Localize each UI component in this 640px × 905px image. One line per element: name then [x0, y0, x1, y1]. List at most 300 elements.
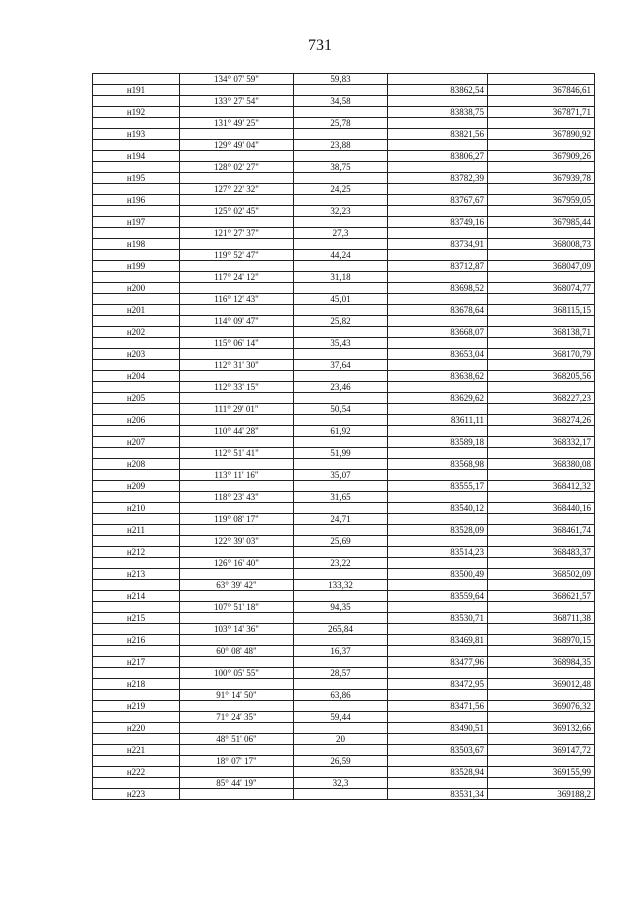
- coordinate-x: 83638,62: [388, 371, 488, 382]
- empty-cell: [388, 272, 488, 283]
- coordinate-y: 368440,16: [488, 503, 595, 514]
- point-name: н223: [93, 789, 180, 800]
- empty-cell: [388, 250, 488, 261]
- empty-cell: [93, 492, 180, 503]
- direction-angle: 125° 02' 45": [180, 206, 294, 217]
- segment-length: 23,88: [294, 140, 388, 151]
- point-row: [93, 525, 595, 536]
- segment-length: 59,44: [294, 712, 388, 723]
- direction-angle: 127° 22' 32": [180, 184, 294, 195]
- coordinates-table-body: [93, 74, 595, 800]
- empty-cell: [294, 547, 388, 558]
- segment-row: [93, 778, 595, 789]
- empty-cell: [180, 481, 294, 492]
- point-name: н205: [93, 393, 180, 404]
- segment-length: 34,58: [294, 96, 388, 107]
- empty-cell: [488, 690, 595, 701]
- point-name: н200: [93, 283, 180, 294]
- segment-length: 20: [294, 734, 388, 745]
- empty-cell: [180, 261, 294, 272]
- segment-length: 59,83: [294, 74, 388, 85]
- empty-cell: [388, 624, 488, 635]
- empty-cell: [93, 382, 180, 393]
- empty-cell: [180, 679, 294, 690]
- direction-angle: 131° 49' 25": [180, 118, 294, 129]
- empty-cell: [93, 734, 180, 745]
- empty-cell: [488, 228, 595, 239]
- direction-angle: 85° 44' 19": [180, 778, 294, 789]
- point-name: н215: [93, 613, 180, 624]
- empty-cell: [388, 756, 488, 767]
- point-name: н212: [93, 547, 180, 558]
- segment-row: [93, 426, 595, 437]
- empty-cell: [388, 360, 488, 371]
- coordinate-y: 368332,17: [488, 437, 595, 448]
- coordinate-y: 368170,79: [488, 349, 595, 360]
- coordinate-y: 368412,32: [488, 481, 595, 492]
- empty-cell: [294, 195, 388, 206]
- coordinate-x: 83712,87: [388, 261, 488, 272]
- empty-cell: [488, 514, 595, 525]
- empty-cell: [180, 657, 294, 668]
- empty-cell: [93, 756, 180, 767]
- point-row: [93, 217, 595, 228]
- empty-cell: [388, 470, 488, 481]
- empty-cell: [294, 679, 388, 690]
- coordinate-y: 368502,09: [488, 569, 595, 580]
- point-name: н201: [93, 305, 180, 316]
- coordinate-x: 83862,54: [388, 85, 488, 96]
- coordinate-x: 83653,04: [388, 349, 488, 360]
- segment-length: 32,3: [294, 778, 388, 789]
- segment-row: [93, 690, 595, 701]
- direction-angle: 128° 02' 27": [180, 162, 294, 173]
- empty-cell: [488, 734, 595, 745]
- empty-cell: [488, 536, 595, 547]
- segment-row: [93, 580, 595, 591]
- point-row: [93, 437, 595, 448]
- coordinate-x: 83821,56: [388, 129, 488, 140]
- segment-row: [93, 668, 595, 679]
- point-name: н193: [93, 129, 180, 140]
- empty-cell: [294, 415, 388, 426]
- empty-cell: [488, 162, 595, 173]
- point-name: н208: [93, 459, 180, 470]
- direction-angle: 118° 23' 43": [180, 492, 294, 503]
- coordinate-y: 368074,77: [488, 283, 595, 294]
- empty-cell: [294, 767, 388, 778]
- direction-angle: 112° 31' 30": [180, 360, 294, 371]
- coordinate-x: 83678,64: [388, 305, 488, 316]
- empty-cell: [388, 338, 488, 349]
- coordinate-y: 367871,71: [488, 107, 595, 118]
- direction-angle: 126° 16' 40": [180, 558, 294, 569]
- segment-length: 24,25: [294, 184, 388, 195]
- segment-row: [93, 250, 595, 261]
- empty-cell: [388, 690, 488, 701]
- empty-cell: [388, 536, 488, 547]
- empty-cell: [294, 239, 388, 250]
- coordinate-y: 368970,15: [488, 635, 595, 646]
- segment-length: 31,18: [294, 272, 388, 283]
- empty-cell: [388, 712, 488, 723]
- point-row: [93, 503, 595, 514]
- empty-cell: [93, 360, 180, 371]
- segment-row: [93, 140, 595, 151]
- empty-cell: [93, 470, 180, 481]
- empty-cell: [388, 514, 488, 525]
- point-row: [93, 481, 595, 492]
- empty-cell: [488, 360, 595, 371]
- empty-cell: [488, 602, 595, 613]
- empty-cell: [180, 745, 294, 756]
- empty-cell: [93, 404, 180, 415]
- coordinates-table: [92, 73, 595, 800]
- empty-cell: [294, 85, 388, 96]
- empty-cell: [294, 745, 388, 756]
- point-name: н203: [93, 349, 180, 360]
- empty-cell: [180, 305, 294, 316]
- segment-row: [93, 712, 595, 723]
- coordinate-y: 368227,23: [488, 393, 595, 404]
- coordinate-x: 83749,16: [388, 217, 488, 228]
- direction-angle: 116° 12' 43": [180, 294, 294, 305]
- segment-row: [93, 734, 595, 745]
- segment-length: 50,54: [294, 404, 388, 415]
- direction-angle: 119° 08' 17": [180, 514, 294, 525]
- empty-cell: [488, 74, 595, 85]
- empty-cell: [488, 96, 595, 107]
- segment-length: 63,86: [294, 690, 388, 701]
- empty-cell: [388, 558, 488, 569]
- empty-cell: [388, 426, 488, 437]
- direction-angle: 134° 07' 59": [180, 74, 294, 85]
- empty-cell: [180, 239, 294, 250]
- point-row: [93, 327, 595, 338]
- coordinate-x: 83806,27: [388, 151, 488, 162]
- segment-length: 16,37: [294, 646, 388, 657]
- segment-row: [93, 558, 595, 569]
- direction-angle: 107° 51' 18": [180, 602, 294, 613]
- coordinate-y: 369188,2: [488, 789, 595, 800]
- empty-cell: [93, 558, 180, 569]
- empty-cell: [93, 162, 180, 173]
- coordinate-x: 83629,62: [388, 393, 488, 404]
- empty-cell: [180, 437, 294, 448]
- segment-row: [93, 382, 595, 393]
- empty-cell: [388, 492, 488, 503]
- coordinate-x: 83469,81: [388, 635, 488, 646]
- segment-row: [93, 162, 595, 173]
- empty-cell: [294, 173, 388, 184]
- direction-angle: 48° 51' 06": [180, 734, 294, 745]
- segment-row: [93, 316, 595, 327]
- segment-row: [93, 448, 595, 459]
- direction-angle: 119° 52' 47": [180, 250, 294, 261]
- segment-length: 37,64: [294, 360, 388, 371]
- segment-length: 265,84: [294, 624, 388, 635]
- coordinate-y: 369147,72: [488, 745, 595, 756]
- coordinate-y: 368047,09: [488, 261, 595, 272]
- segment-length: 35,43: [294, 338, 388, 349]
- empty-cell: [488, 250, 595, 261]
- segment-row: [93, 602, 595, 613]
- point-name: н220: [93, 723, 180, 734]
- empty-cell: [388, 668, 488, 679]
- segment-row: [93, 228, 595, 239]
- empty-cell: [180, 107, 294, 118]
- point-name: н217: [93, 657, 180, 668]
- empty-cell: [93, 778, 180, 789]
- empty-cell: [93, 624, 180, 635]
- point-row: [93, 569, 595, 580]
- segment-row: [93, 184, 595, 195]
- empty-cell: [388, 294, 488, 305]
- point-row: [93, 679, 595, 690]
- empty-cell: [294, 305, 388, 316]
- coordinate-x: 83528,94: [388, 767, 488, 778]
- empty-cell: [93, 316, 180, 327]
- empty-cell: [294, 789, 388, 800]
- point-name: н198: [93, 239, 180, 250]
- point-name: н196: [93, 195, 180, 206]
- segment-length: 23,46: [294, 382, 388, 393]
- point-row: [93, 415, 595, 426]
- empty-cell: [93, 448, 180, 459]
- empty-cell: [488, 426, 595, 437]
- empty-cell: [180, 151, 294, 162]
- segment-row: [93, 404, 595, 415]
- empty-cell: [388, 316, 488, 327]
- empty-cell: [294, 701, 388, 712]
- empty-cell: [388, 404, 488, 415]
- empty-cell: [294, 129, 388, 140]
- direction-angle: 18° 07' 17": [180, 756, 294, 767]
- empty-cell: [180, 503, 294, 514]
- empty-cell: [294, 327, 388, 338]
- empty-cell: [488, 404, 595, 415]
- empty-cell: [388, 206, 488, 217]
- empty-cell: [488, 778, 595, 789]
- point-row: [93, 613, 595, 624]
- empty-cell: [294, 525, 388, 536]
- empty-cell: [294, 481, 388, 492]
- point-name: н195: [93, 173, 180, 184]
- point-row: [93, 789, 595, 800]
- coordinate-x: 83540,12: [388, 503, 488, 514]
- empty-cell: [388, 74, 488, 85]
- empty-cell: [294, 613, 388, 624]
- point-row: [93, 85, 595, 96]
- empty-cell: [488, 580, 595, 591]
- segment-row: [93, 74, 595, 85]
- empty-cell: [180, 789, 294, 800]
- segment-row: [93, 360, 595, 371]
- empty-cell: [93, 426, 180, 437]
- empty-cell: [388, 96, 488, 107]
- direction-angle: 60° 08' 48": [180, 646, 294, 657]
- segment-row: [93, 96, 595, 107]
- coordinate-x: 83589,18: [388, 437, 488, 448]
- coordinate-x: 83503,67: [388, 745, 488, 756]
- empty-cell: [488, 712, 595, 723]
- empty-cell: [488, 338, 595, 349]
- coordinate-x: 83782,39: [388, 173, 488, 184]
- point-name: н211: [93, 525, 180, 536]
- empty-cell: [180, 767, 294, 778]
- empty-cell: [294, 217, 388, 228]
- empty-cell: [93, 514, 180, 525]
- coordinate-y: 368621,57: [488, 591, 595, 602]
- point-row: [93, 305, 595, 316]
- empty-cell: [488, 118, 595, 129]
- empty-cell: [180, 569, 294, 580]
- empty-cell: [294, 459, 388, 470]
- empty-cell: [488, 756, 595, 767]
- segment-length: 133,32: [294, 580, 388, 591]
- point-name: н210: [93, 503, 180, 514]
- segment-length: 45,01: [294, 294, 388, 305]
- empty-cell: [388, 734, 488, 745]
- empty-cell: [180, 415, 294, 426]
- empty-cell: [180, 547, 294, 558]
- empty-cell: [294, 371, 388, 382]
- point-row: [93, 745, 595, 756]
- coordinate-y: 368138,71: [488, 327, 595, 338]
- empty-cell: [294, 657, 388, 668]
- point-name: н209: [93, 481, 180, 492]
- direction-angle: 115° 06' 14": [180, 338, 294, 349]
- empty-cell: [488, 316, 595, 327]
- coordinate-x: 83490,51: [388, 723, 488, 734]
- empty-cell: [93, 206, 180, 217]
- segment-row: [93, 624, 595, 635]
- empty-cell: [180, 85, 294, 96]
- empty-cell: [488, 272, 595, 283]
- segment-row: [93, 514, 595, 525]
- empty-cell: [180, 525, 294, 536]
- empty-cell: [388, 382, 488, 393]
- coordinate-y: 367846,61: [488, 85, 595, 96]
- empty-cell: [93, 140, 180, 151]
- point-name: н213: [93, 569, 180, 580]
- empty-cell: [93, 184, 180, 195]
- segment-row: [93, 272, 595, 283]
- empty-cell: [294, 503, 388, 514]
- empty-cell: [180, 349, 294, 360]
- point-row: [93, 173, 595, 184]
- direction-angle: 117° 24' 12": [180, 272, 294, 283]
- coordinate-x: 83559,64: [388, 591, 488, 602]
- coordinate-y: 369132,66: [488, 723, 595, 734]
- segment-row: [93, 536, 595, 547]
- direction-angle: 71° 24' 35": [180, 712, 294, 723]
- empty-cell: [180, 591, 294, 602]
- point-row: [93, 635, 595, 646]
- empty-cell: [93, 118, 180, 129]
- point-row: [93, 151, 595, 162]
- coordinate-x: 83668,07: [388, 327, 488, 338]
- empty-cell: [180, 327, 294, 338]
- segment-length: 94,35: [294, 602, 388, 613]
- coordinate-x: 83698,52: [388, 283, 488, 294]
- empty-cell: [93, 602, 180, 613]
- coordinate-x: 83472,95: [388, 679, 488, 690]
- empty-cell: [180, 613, 294, 624]
- direction-angle: 91° 14' 50": [180, 690, 294, 701]
- point-name: н199: [93, 261, 180, 272]
- direction-angle: 112° 33' 15": [180, 382, 294, 393]
- coordinate-y: 368711,38: [488, 613, 595, 624]
- point-name: н221: [93, 745, 180, 756]
- point-row: [93, 129, 595, 140]
- empty-cell: [93, 338, 180, 349]
- empty-cell: [488, 624, 595, 635]
- segment-length: 25,69: [294, 536, 388, 547]
- direction-angle: 111° 29' 01": [180, 404, 294, 415]
- point-name: н197: [93, 217, 180, 228]
- point-name: н206: [93, 415, 180, 426]
- coordinate-y: 368008,73: [488, 239, 595, 250]
- page-number: 731: [308, 37, 332, 54]
- empty-cell: [180, 635, 294, 646]
- coordinate-x: 83767,67: [388, 195, 488, 206]
- empty-cell: [93, 272, 180, 283]
- direction-angle: 133° 27' 54": [180, 96, 294, 107]
- empty-cell: [180, 393, 294, 404]
- segment-row: [93, 118, 595, 129]
- empty-cell: [93, 690, 180, 701]
- empty-cell: [93, 580, 180, 591]
- coordinate-x: 83471,56: [388, 701, 488, 712]
- segment-length: 61,92: [294, 426, 388, 437]
- empty-cell: [180, 723, 294, 734]
- empty-cell: [93, 536, 180, 547]
- coordinate-y: 368205,56: [488, 371, 595, 382]
- empty-cell: [180, 701, 294, 712]
- empty-cell: [180, 459, 294, 470]
- segment-length: 25,78: [294, 118, 388, 129]
- segment-length: 24,71: [294, 514, 388, 525]
- empty-cell: [388, 778, 488, 789]
- empty-cell: [388, 162, 488, 173]
- point-name: н222: [93, 767, 180, 778]
- direction-angle: 110° 44' 28": [180, 426, 294, 437]
- empty-cell: [388, 184, 488, 195]
- point-row: [93, 107, 595, 118]
- point-row: [93, 371, 595, 382]
- empty-cell: [294, 107, 388, 118]
- segment-row: [93, 338, 595, 349]
- point-row: [93, 723, 595, 734]
- segment-row: [93, 294, 595, 305]
- empty-cell: [93, 74, 180, 85]
- empty-cell: [294, 151, 388, 162]
- coordinate-y: 369155,99: [488, 767, 595, 778]
- empty-cell: [294, 635, 388, 646]
- empty-cell: [488, 382, 595, 393]
- empty-cell: [180, 129, 294, 140]
- point-row: [93, 657, 595, 668]
- empty-cell: [180, 371, 294, 382]
- segment-row: [93, 646, 595, 657]
- segment-length: 32,23: [294, 206, 388, 217]
- segment-row: [93, 470, 595, 481]
- empty-cell: [388, 140, 488, 151]
- empty-cell: [488, 558, 595, 569]
- point-name: н192: [93, 107, 180, 118]
- empty-cell: [180, 283, 294, 294]
